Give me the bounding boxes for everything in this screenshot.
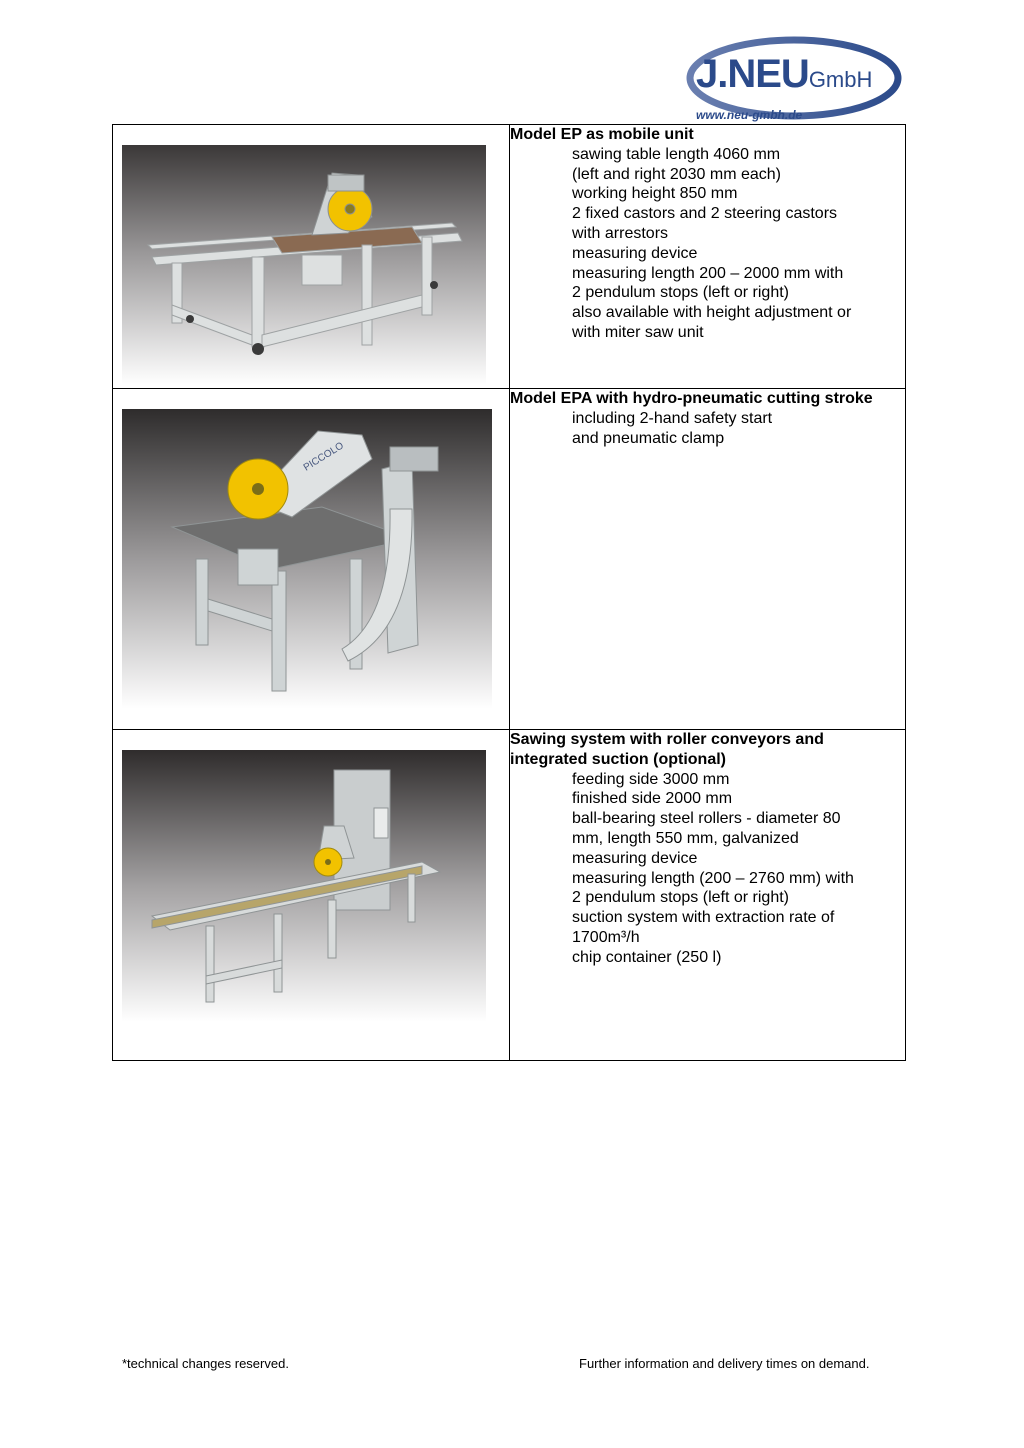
footer-disclaimer: *technical changes reserved.	[122, 1356, 289, 1371]
feature-item: 2 pendulum stops (left or right)	[572, 284, 789, 302]
product-image-cell	[113, 730, 510, 1061]
product-title: Model EP as mobile unit	[510, 126, 694, 143]
feature-item: and pneumatic clamp	[572, 429, 725, 447]
saw-epa-image	[122, 409, 492, 709]
product-row	[113, 730, 906, 1061]
product-image-cell	[113, 389, 510, 730]
saw-system-image	[122, 750, 486, 1022]
feature-item: working height 850 mm	[572, 185, 738, 203]
machine-label: PICCOLO	[301, 440, 346, 474]
logo-suffix: GmbH	[808, 67, 873, 92]
feature-item: ball-bearing steel rollers - diameter 80	[572, 810, 841, 828]
feature-item: 2 pendulum stops (left or right)	[572, 889, 789, 907]
logo-brand: J.NEU	[696, 52, 809, 96]
product-table	[112, 124, 906, 1061]
feature-item: measuring device	[572, 244, 698, 262]
feature-item: suction system with extraction rate of	[572, 909, 835, 927]
product-image-cell	[113, 125, 510, 389]
feature-item: measuring device	[572, 849, 698, 867]
footer-delivery-note: Further information and delivery times on demand.	[579, 1356, 870, 1371]
feature-item: chip container (250 l)	[572, 948, 722, 966]
product-row	[113, 125, 906, 389]
feature-item: (left and right 2030 mm each)	[572, 165, 781, 183]
product-spec-cell	[510, 389, 906, 730]
product-title: Sawing system with roller conveyors and integrated suction (optional)	[510, 731, 824, 768]
feature-item: 2 fixed castors and 2 steering castors	[572, 205, 838, 223]
feature-list	[510, 409, 905, 449]
saw-ep-image	[122, 145, 486, 385]
logo-wordmark	[696, 52, 872, 97]
feature-item: measuring length 200 – 2000 mm with	[572, 264, 844, 282]
feature-item: including 2-hand safety start	[572, 409, 773, 427]
product-title: Model EPA with hydro-pneumatic cutting stroke	[510, 390, 873, 407]
company-logo	[682, 36, 904, 128]
feature-item: 1700m³/h	[572, 928, 640, 946]
product-photo-system	[122, 750, 486, 1022]
feature-item: with miter saw unit	[572, 323, 704, 341]
product-photo-epa	[122, 409, 486, 709]
feature-item: mm, length 550 mm, galvanized	[572, 829, 799, 847]
feature-item: with arrestors	[572, 224, 669, 242]
product-spec-cell	[510, 125, 906, 389]
feature-item: sawing table length 4060 mm	[572, 145, 781, 163]
feature-item: feeding side 3000 mm	[572, 770, 730, 788]
product-row	[113, 389, 906, 730]
product-spec-cell	[510, 730, 906, 1061]
feature-item: finished side 2000 mm	[572, 790, 733, 808]
logo-url: www.neu-gmbh.de	[696, 108, 803, 122]
product-photo-ep	[122, 145, 486, 385]
feature-list	[510, 770, 905, 968]
feature-item: measuring length (200 – 2760 mm) with	[572, 869, 854, 887]
feature-list	[510, 145, 905, 343]
feature-item: also available with height adjustment or	[572, 304, 852, 322]
